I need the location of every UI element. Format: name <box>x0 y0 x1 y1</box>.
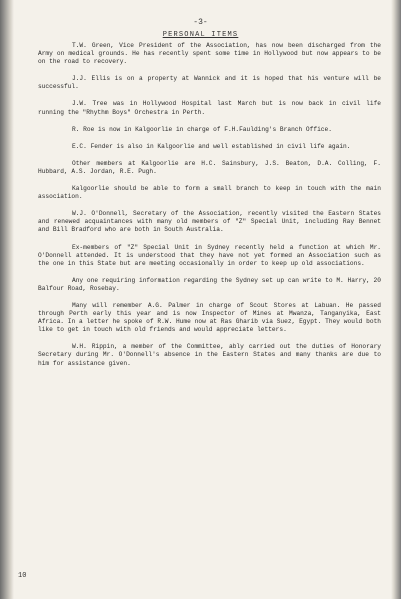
paragraph-roe: R. Roe is now in Kalgoorlie in charge of F.H.Faulding's Branch Office. <box>72 125 332 133</box>
paragraph-rippin: W.H. Rippin, a member of the Committee, ably carried out the duties of Honorary Secretary during Mr. O'Donnell's absence in the Eastern States and many thanks are due to him for assistance given. <box>38 343 381 367</box>
page-number: -3- <box>193 18 208 27</box>
paragraph-sydney-members: Ex-members of "Z" Special Unit in Sydney recently held a function at which Mr. O'Donnell attended. It is understood that they have not yet formed an Association such as the one in this State but are meeting occasionally in order to keep up old associations. <box>38 243 381 267</box>
paragraph-kalgoorlie-members: Other members at Kalgoorlie are H.C. Sainsbury, J.S. Beaton, D.A. Colling, F. Hubbard, A.S. Jordan, R.E. Pugh. <box>38 159 381 175</box>
footer-page-number: 10 <box>18 572 27 580</box>
paragraph-kalgoorlie-branch: Kalgoorlie should be able to form a small branch to keep in touch with the main association. <box>38 185 381 201</box>
page-shadow-right <box>391 0 401 599</box>
section-heading: PERSONAL ITEMS <box>162 31 239 39</box>
body-text <box>38 42 381 377</box>
paragraph-sydney-contact: Any one requiring information regarding the Sydney set up can write to M. Harry, 20 Balfour Road, Rosebay. <box>38 276 381 292</box>
paragraph-green: T.W. Green, Vice President of the Association, has now been discharged from the Army on medical grounds. He has recently spent some time in Hollywood but now appears to be on the road to recovery. <box>38 42 381 66</box>
paragraph-ellis: J.J. Ellis is on a property at Wannick and it is hoped that his venture will be successful. <box>38 75 381 91</box>
page-shadow-left <box>0 0 14 599</box>
paragraph-odonnell: W.J. O'Donnell, Secretary of the Association, recently visited the Eastern States and renewed acquaintances with many old members of "Z" Special Unit, including Ray Bennet and Bill Bradford who are both in South Australia. <box>38 210 381 234</box>
paragraph-tree: J.W. Tree was in Hollywood Hospital last March but is now back in civil life running the "Rhythm Boys" Orchestra in Perth. <box>38 100 381 116</box>
paragraph-palmer: Many will remember A.G. Palmer in charge of Scout Stores at Labuan. He passed through Perth early this year and is now Inspector of Mines at Mwanza, Tanganyika, East Africa. In a letter he spoke of R.W. Hume now at Ras Gharib via Suez, Egypt. They would both like to get in touch with old friends and would appreciate letters. <box>38 301 381 334</box>
paragraph-fender: E.C. Fender is also in Kalgoorlie and well established in civil life again. <box>72 142 351 150</box>
